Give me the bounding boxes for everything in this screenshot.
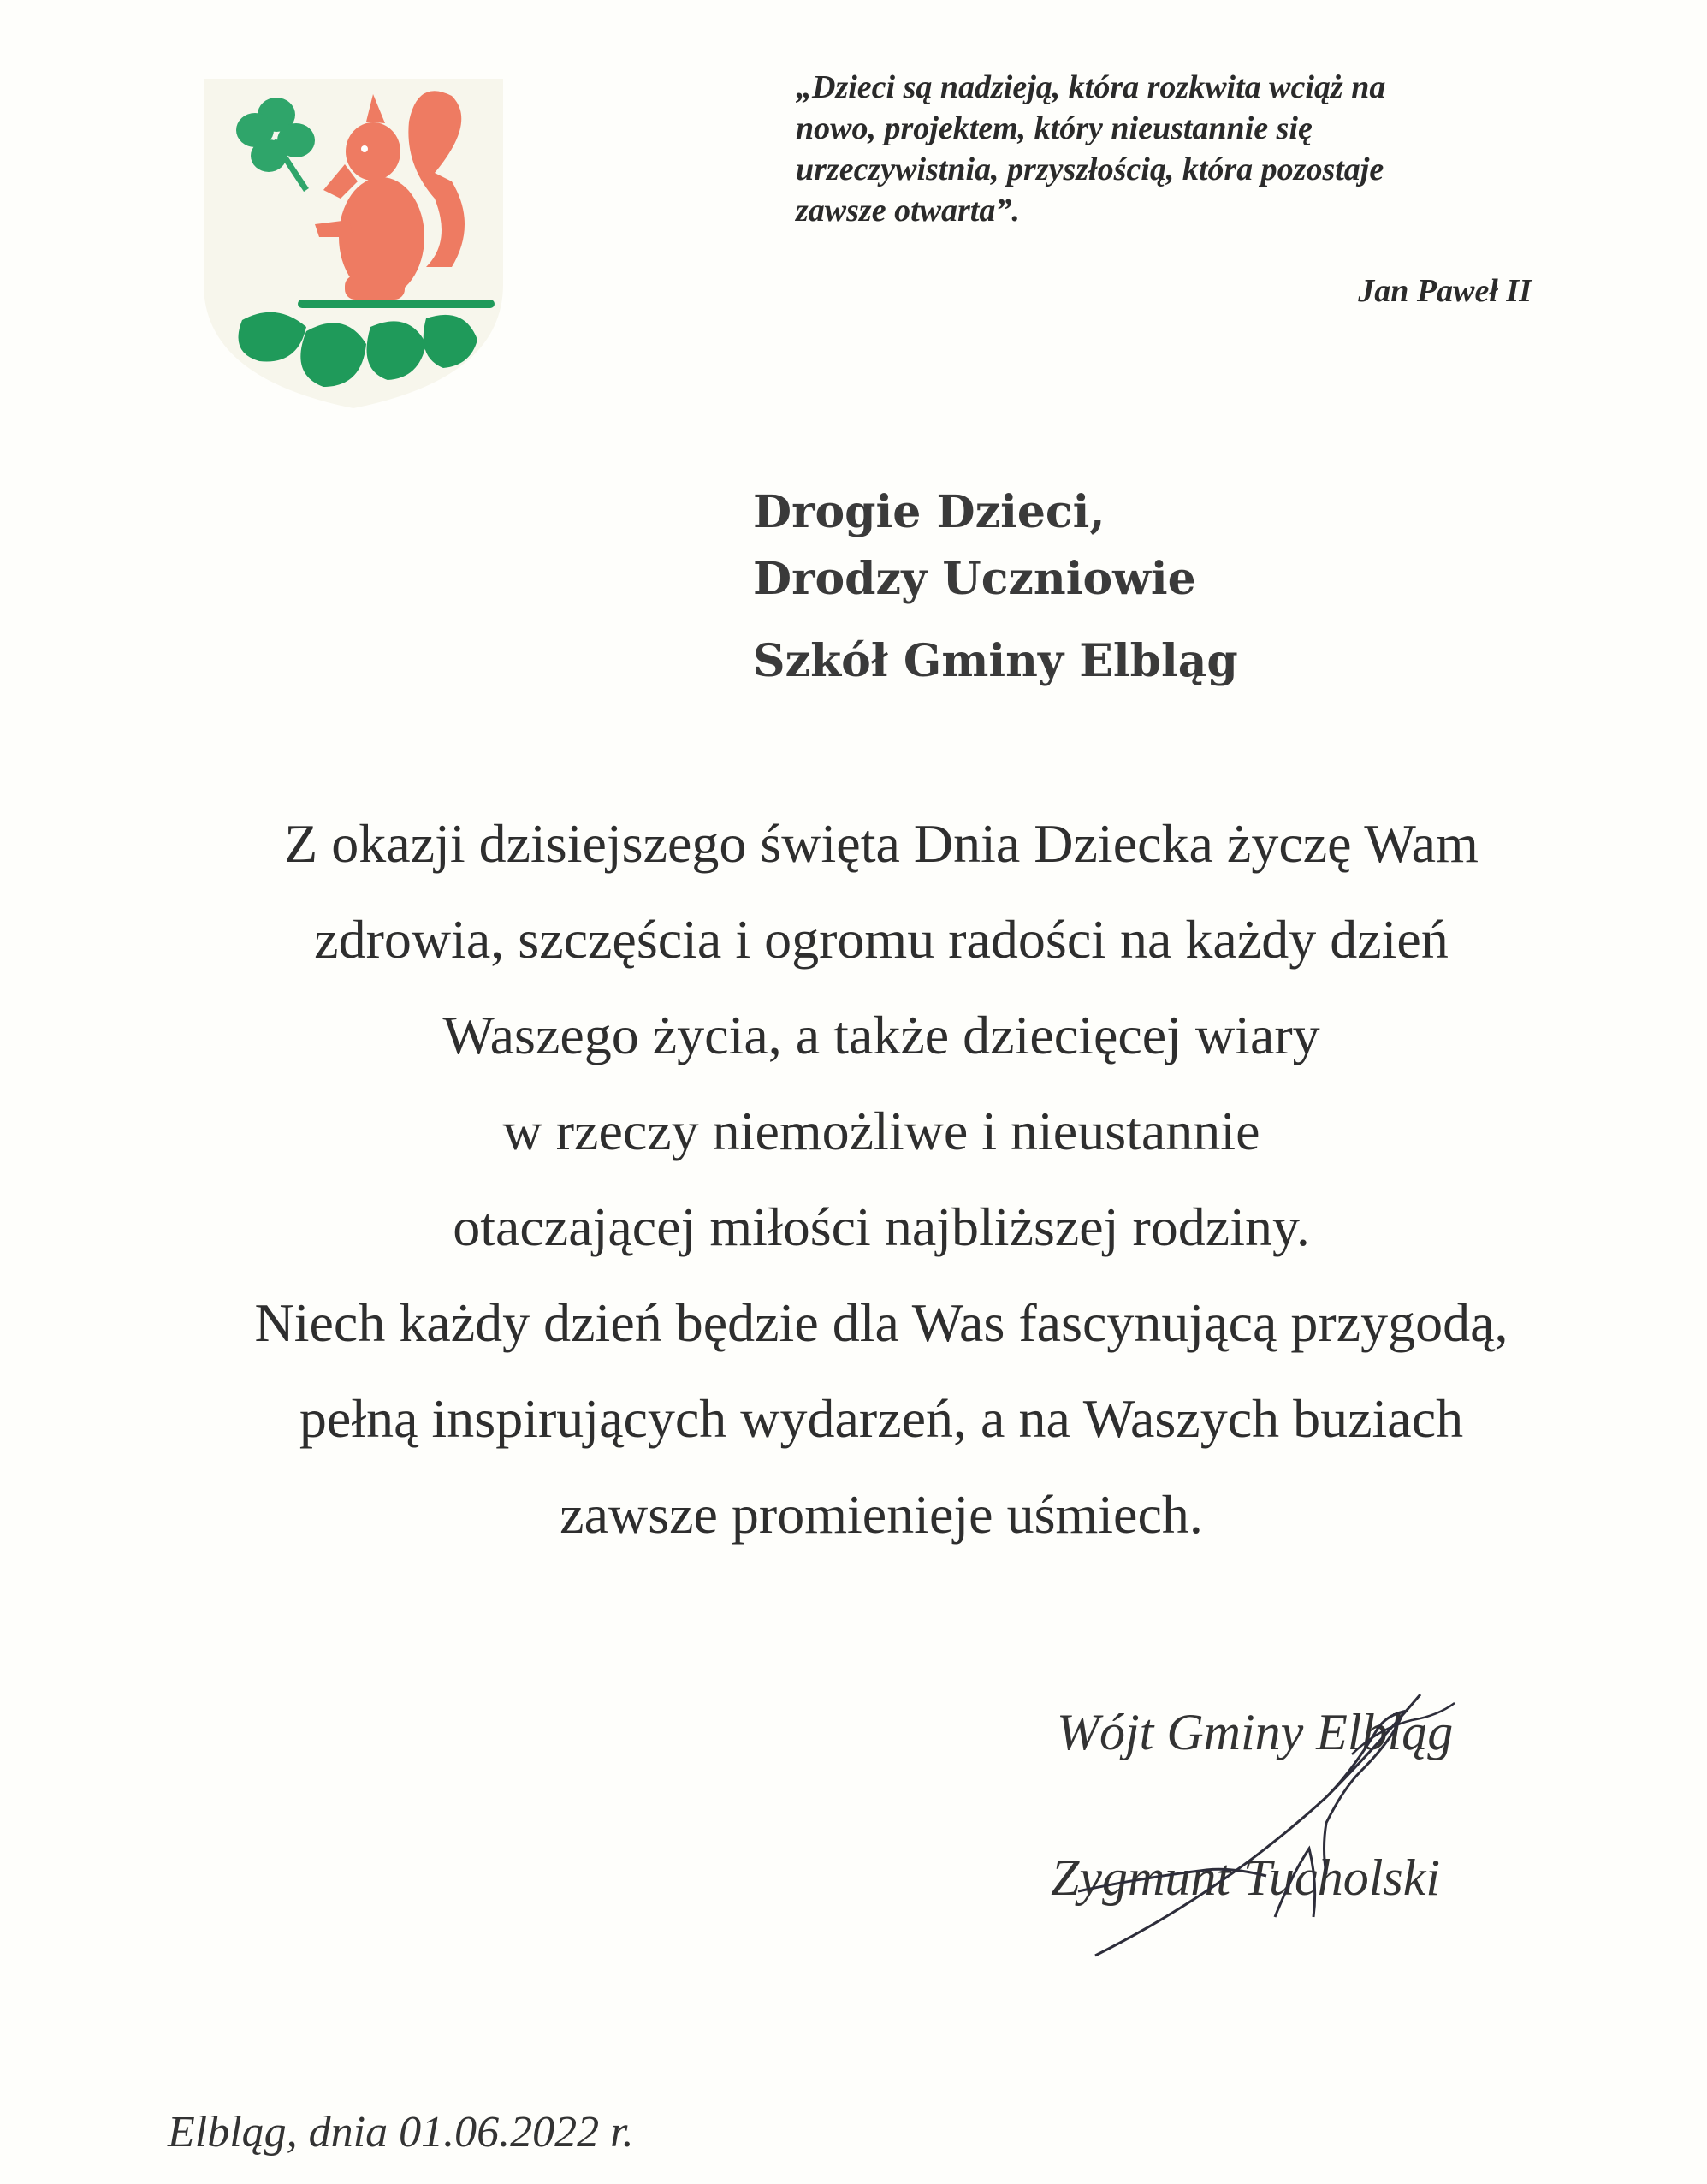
signatory-name: Zygmunt Tucholski xyxy=(1051,1849,1441,1906)
quote-line: „Dzieci są nadzieją, która rozkwita wciąż na xyxy=(796,69,1386,105)
body-line: Waszego życia, a także dziecięcej wiary xyxy=(442,1005,1320,1065)
body-line: Niech każdy dzień będzie dla Was fascynującą przygodą, xyxy=(254,1292,1508,1353)
salutation-line: Drodzy Uczniowie xyxy=(753,553,1196,605)
letter-body xyxy=(128,796,1634,1563)
handwritten-signature-icon xyxy=(1070,1677,1514,1968)
salutation xyxy=(753,479,1238,695)
salutation-line: Szkół Gminy Elbląg xyxy=(753,635,1238,687)
body-line: zdrowia, szczęścia i ogromu radości na każdy dzień xyxy=(314,909,1449,970)
squirrel-coat-of-arms-icon xyxy=(195,70,512,412)
quote-line: nowo, projektem, który nieustannie się xyxy=(796,110,1313,146)
coat-of-arms xyxy=(195,70,512,412)
body-line: otaczającej miłości najbliższej rodziny. xyxy=(453,1196,1310,1257)
body-line: w rzeczy niemożliwe i nieustannie xyxy=(502,1101,1260,1161)
body-line: zawsze promienieje uśmiech. xyxy=(560,1484,1203,1545)
body-line: Z okazji dzisiejszego święta Dnia Dziecka życzę Wam xyxy=(284,813,1479,874)
quote-line: urzeczywistnia, przyszłością, która pozostaje xyxy=(796,151,1384,187)
signatory-title: Wójt Gminy Elbląg xyxy=(1057,1704,1454,1760)
opening-quote xyxy=(796,67,1566,231)
body-line: pełną inspirujących wydarzeń, a na Waszych buziach xyxy=(299,1388,1464,1449)
letter-date: Elbląg, dnia 01.06.2022 r. xyxy=(168,2108,634,2157)
quote-line: zawsze otwarta”. xyxy=(796,193,1020,228)
quote-author: Jan Paweł II xyxy=(1358,273,1532,309)
salutation-line: Drogie Dzieci, xyxy=(753,486,1105,538)
